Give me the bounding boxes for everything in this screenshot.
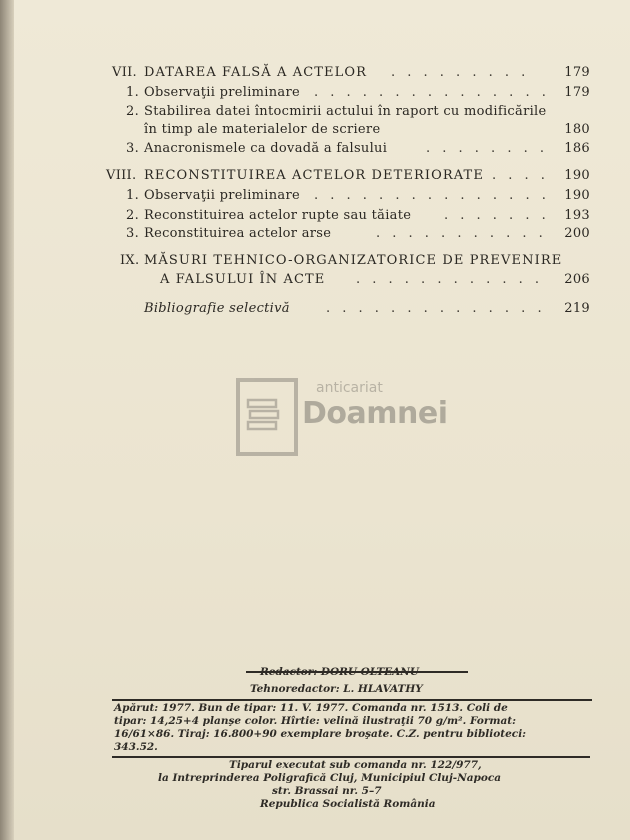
- print-info-line: 16/61×86. Tiraj: 16.800+90 exemplare broşate. C.Z. pentru biblioteci:: [114, 728, 527, 740]
- toc-entry-chapter-9-cont[interactable]: [14, 272, 630, 292]
- editor-line: Redactor: DORU OLTEANU: [260, 666, 420, 678]
- toc-entry-chapter-7[interactable]: [14, 65, 630, 85]
- section-number: 3.: [126, 226, 140, 241]
- dot-leader: . . . . . . . . . . .: [376, 226, 547, 241]
- page-number: 193: [564, 208, 590, 223]
- watermark-top-text: anticariat: [316, 380, 383, 396]
- section-number: 2.: [126, 208, 140, 223]
- section-title: Stabilirea datei întocmirii actului în raport cu modificările: [144, 104, 547, 119]
- section-title: Reconstituirea actelor rupte sau tăiate: [144, 208, 412, 223]
- section-title: Reconstituirea actelor arse: [144, 226, 332, 241]
- page-number: 186: [564, 141, 590, 156]
- section-number: 3.: [126, 141, 140, 156]
- dot-leader: . . . . . . . .: [426, 141, 548, 156]
- dot-leader: . . . . . . .: [444, 208, 550, 223]
- section-number: 1.: [126, 85, 140, 100]
- toc-entry-7-3[interactable]: [14, 141, 630, 161]
- chapter-number: VII.: [112, 65, 137, 80]
- toc-entry-chapter-8[interactable]: [14, 168, 630, 188]
- toc-entry-8-1[interactable]: [14, 188, 630, 208]
- printer-line: Tiparul executat sub comanda nr. 122/977,: [229, 759, 482, 771]
- rule-bottom: [112, 756, 590, 758]
- dot-leader: . . . . . . . . . . . . . . .: [314, 188, 550, 203]
- books-icon: [246, 396, 280, 434]
- toc-entry-bibliography[interactable]: [14, 301, 630, 321]
- print-info-line: tipar: 14,25+4 planşe color. Hîrtie: velină ilustraţii 70 g/m². Format:: [114, 715, 517, 727]
- chapter-title: RECONSTITUIREA ACTELOR DETERIORATE: [144, 168, 484, 183]
- toc-entry-7-2[interactable]: [14, 104, 630, 124]
- section-title-continued: în timp ale materialelor de scriere: [144, 122, 381, 137]
- chapter-title: DATAREA FALSĂ A ACTELOR: [144, 65, 367, 80]
- dot-leader: . . . . . . . . . . . .: [356, 272, 544, 287]
- chapter-number: VIII.: [106, 168, 137, 183]
- book-page: [14, 0, 630, 840]
- toc-entry-chapter-9[interactable]: [14, 253, 630, 273]
- chapter-title: MĂSURI TEHNICO-ORGANIZATORICE DE PREVENIRE: [144, 253, 563, 268]
- page-edge: [0, 0, 14, 840]
- page-number: 190: [564, 168, 590, 183]
- section-title: Anacronismele ca dovadă a falsului: [144, 141, 388, 156]
- print-info-line: 343.52.: [114, 741, 158, 753]
- section-number: 1.: [126, 188, 140, 203]
- toc-entry-8-2[interactable]: [14, 208, 630, 228]
- page-number: 206: [564, 272, 590, 287]
- toc-entry-8-3[interactable]: [14, 226, 630, 246]
- section-title: Observaţii preliminare: [144, 188, 300, 203]
- section-title: Observaţii preliminare: [144, 85, 300, 100]
- printer-line: str. Brassai nr. 5–7: [272, 785, 382, 797]
- dot-leader: . . . . . . . . . . . . . . .: [314, 85, 550, 100]
- page-number: 179: [564, 85, 590, 100]
- toc-entry-7-2-cont[interactable]: [14, 122, 630, 142]
- dot-leader: . . . . . . . . .: [391, 65, 530, 80]
- rule-middle: [112, 699, 592, 701]
- printer-line: la Intreprinderea Poligrafică Cluj, Municipiul Cluj-Napoca: [158, 772, 502, 784]
- dot-leader: . . . . . . . . . . . . . .: [326, 301, 546, 316]
- bibliography-title: Bibliografie selectivă: [144, 301, 290, 316]
- tech-editor-line: Tehnoredactor: L. HLAVATHY: [250, 683, 423, 695]
- page-number: 190: [564, 188, 590, 203]
- print-info-line: Apărut: 1977. Bun de tipar: 11. V. 1977. Comanda nr. 1513. Coli de: [114, 702, 508, 714]
- section-number: 2.: [126, 104, 140, 119]
- page-number: 180: [564, 122, 590, 137]
- page-number: 179: [564, 65, 590, 80]
- page-number: 200: [564, 226, 590, 241]
- printer-line: Republica Socialistă România: [260, 798, 436, 810]
- chapter-title-continued: A FALSULUI ÎN ACTE: [160, 272, 326, 287]
- chapter-number: IX.: [120, 253, 140, 268]
- watermark-logo: [236, 378, 448, 458]
- toc-entry-7-1[interactable]: [14, 85, 630, 105]
- page-number: 219: [564, 301, 590, 316]
- watermark-main-text: Doamnei: [302, 396, 448, 431]
- dot-leader: . . . .: [492, 168, 549, 183]
